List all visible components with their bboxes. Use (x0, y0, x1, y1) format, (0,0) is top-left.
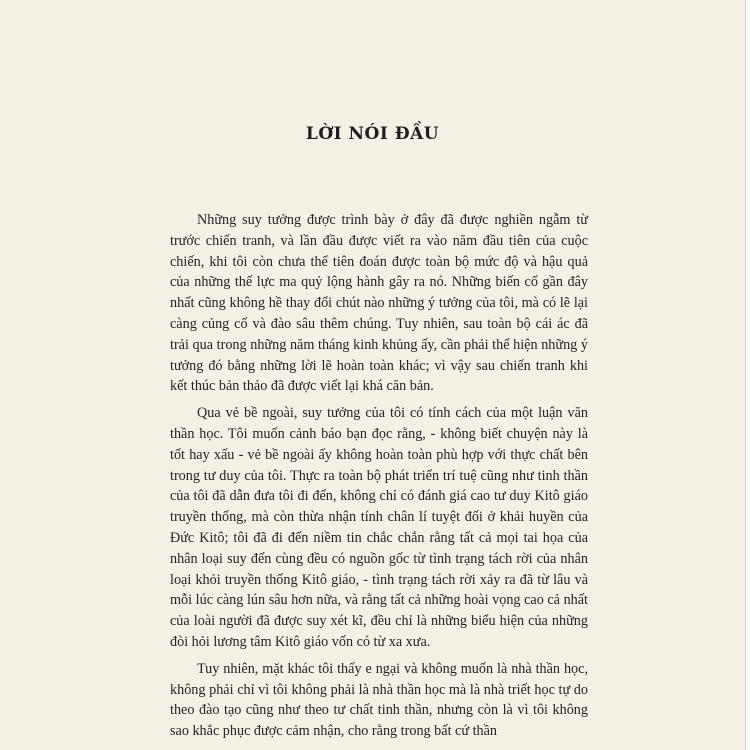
paragraph-2: Qua vẻ bề ngoài, suy tưởng của tôi có tính cách của một luận văn thần học. Tôi muốn cảnh báo bạn đọc rằng, - không biết chuyện này là tốt hay xấu - vẻ bề ngoài ấy không hoàn toàn phù hợp với thực chất bên trong tư duy của tôi. Thực ra toàn bộ phát triển trí tuệ cũng như tinh thần của tôi đã dẫn đưa tôi đi đến, không chỉ có đánh giá cao tư duy Kitô giáo truyền thống, mà còn thừa nhận tính chân lí tuyệt đối ở khải huyền của Đức Kitô; tôi đã đi đến niềm tin chắc chắn rằng tất cả mọi tai họa của nhân loại suy đến cùng đều có nguồn gốc từ tình trạng tách rời của nhân loại khỏi truyền thống Kitô giáo, - tình trạng tách rời xảy ra đã từ lâu và mỗi lúc càng lún sâu hơn nữa, và rằng tất cả những hoài vọng cao cả nhất của loài người đã được suy xét kĩ, đều chỉ là những biểu hiện của những đòi hỏi lương tâm Kitô giáo vốn có từ xa xưa. (170, 405, 588, 650)
paragraph-3: Tuy nhiên, mặt khác tôi thấy e ngại và không muốn là nhà thần học, không phải chỉ vì tôi không phải là nhà thần học mà là nhà triết học tự do theo đào tạo cũng như theo tư chất tinh thần, nhưng còn là vì tôi không sao khắc phục được cảm nhận, cho rằng trong bất cứ thần (170, 660, 588, 740)
chapter-heading: LỜI NÓI ĐẦU (305, 124, 440, 144)
body-text (170, 210, 588, 742)
paragraph-1: Những suy tưởng được trình bày ở đây đã được nghiền ngẫm từ trước chiến tranh, và lần đầu được viết ra vào năm đầu tiên của cuộc chiến, khi tôi còn chưa thể tiên đoán được toàn bộ mức độ và hậu quả của những thế lực ma quỷ lộng hành gây ra nó. Những biến cố gần đây nhất cũng không hề thay đổi chút nào những ý tưởng của tôi, mà có lẽ lại càng củng cố và đào sâu thêm chúng. Tuy nhiên, sau toàn bộ cái ác đã trải qua trong những năm tháng kinh khủng ấy, cần phải thể hiện những ý tưởng đó bằng những lời lẽ hoàn toàn khác; vì vậy sau chiến tranh khi kết thúc bản thảo đã được viết lại khá căn bản. (170, 212, 588, 395)
